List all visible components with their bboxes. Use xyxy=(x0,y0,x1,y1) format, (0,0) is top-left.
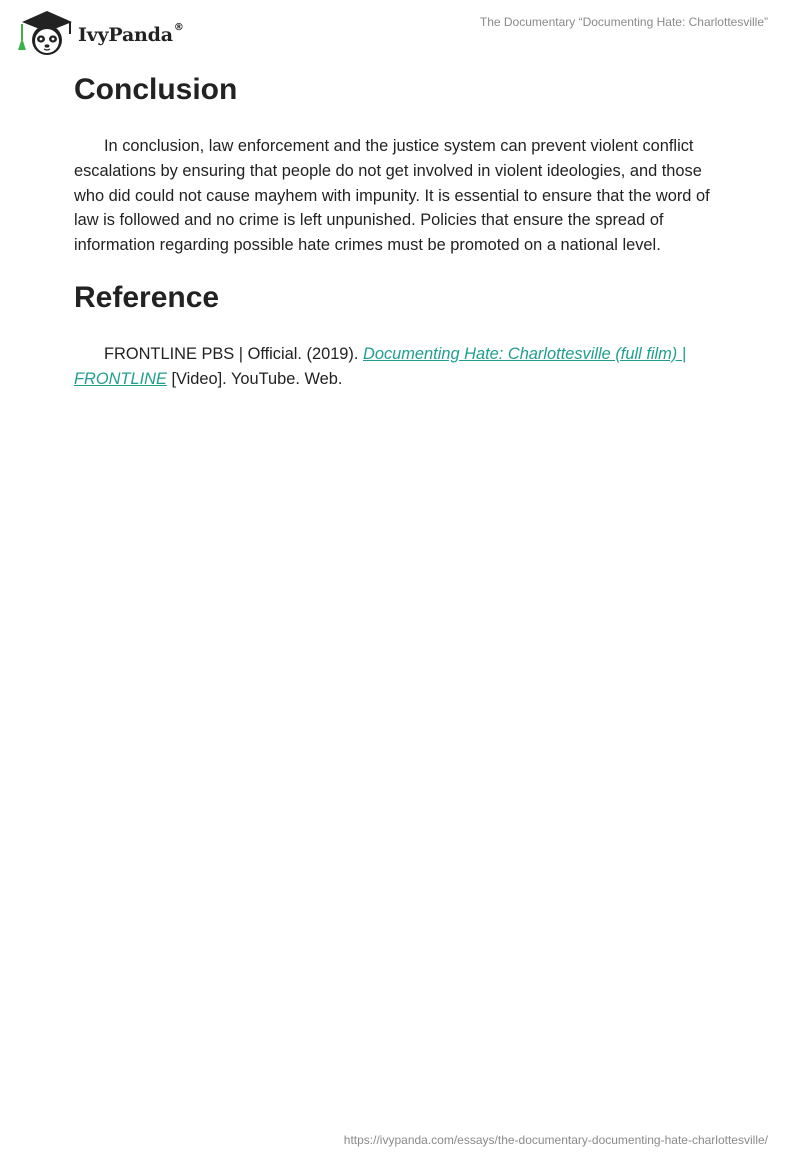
reference-section xyxy=(74,276,734,392)
reference-heading: Reference xyxy=(74,280,220,314)
page-header xyxy=(0,0,800,64)
reference-entry xyxy=(74,342,734,392)
logo-wordmark: IvyPanda® xyxy=(78,22,184,46)
reference-video-link[interactable]: Documenting Hate: Charlottesville (full film) | FRONTLINE xyxy=(74,344,687,388)
panda-graduate-icon xyxy=(14,8,76,58)
ivypanda-logo[interactable] xyxy=(14,8,184,58)
essay-content xyxy=(74,68,734,392)
document-title: The Documentary “Documenting Hate: Charlottesville” xyxy=(479,15,768,29)
conclusion-section xyxy=(74,68,734,258)
conclusion-paragraph: In conclusion, law enforcement and the justice system can prevent violent conflict escalations by ensuring that people do not get involved in violent ideologies, and those who did could not cause mayhem with impunity. It is essential to ensure that the word of law is followed and no crime is left unpunished. Policies that ensure the spread of information regarding possible hate crimes must be promoted on a national level. xyxy=(74,137,710,255)
reference-suffix: [Video]. YouTube. Web. xyxy=(166,369,343,388)
conclusion-heading: Conclusion xyxy=(74,73,238,106)
reference-prefix: FRONTLINE PBS | Official. (2019). xyxy=(104,344,363,363)
footer-source-url: https://ivypanda.com/essays/the-documentary-documenting-hate-charlottesville/ xyxy=(343,1133,768,1147)
